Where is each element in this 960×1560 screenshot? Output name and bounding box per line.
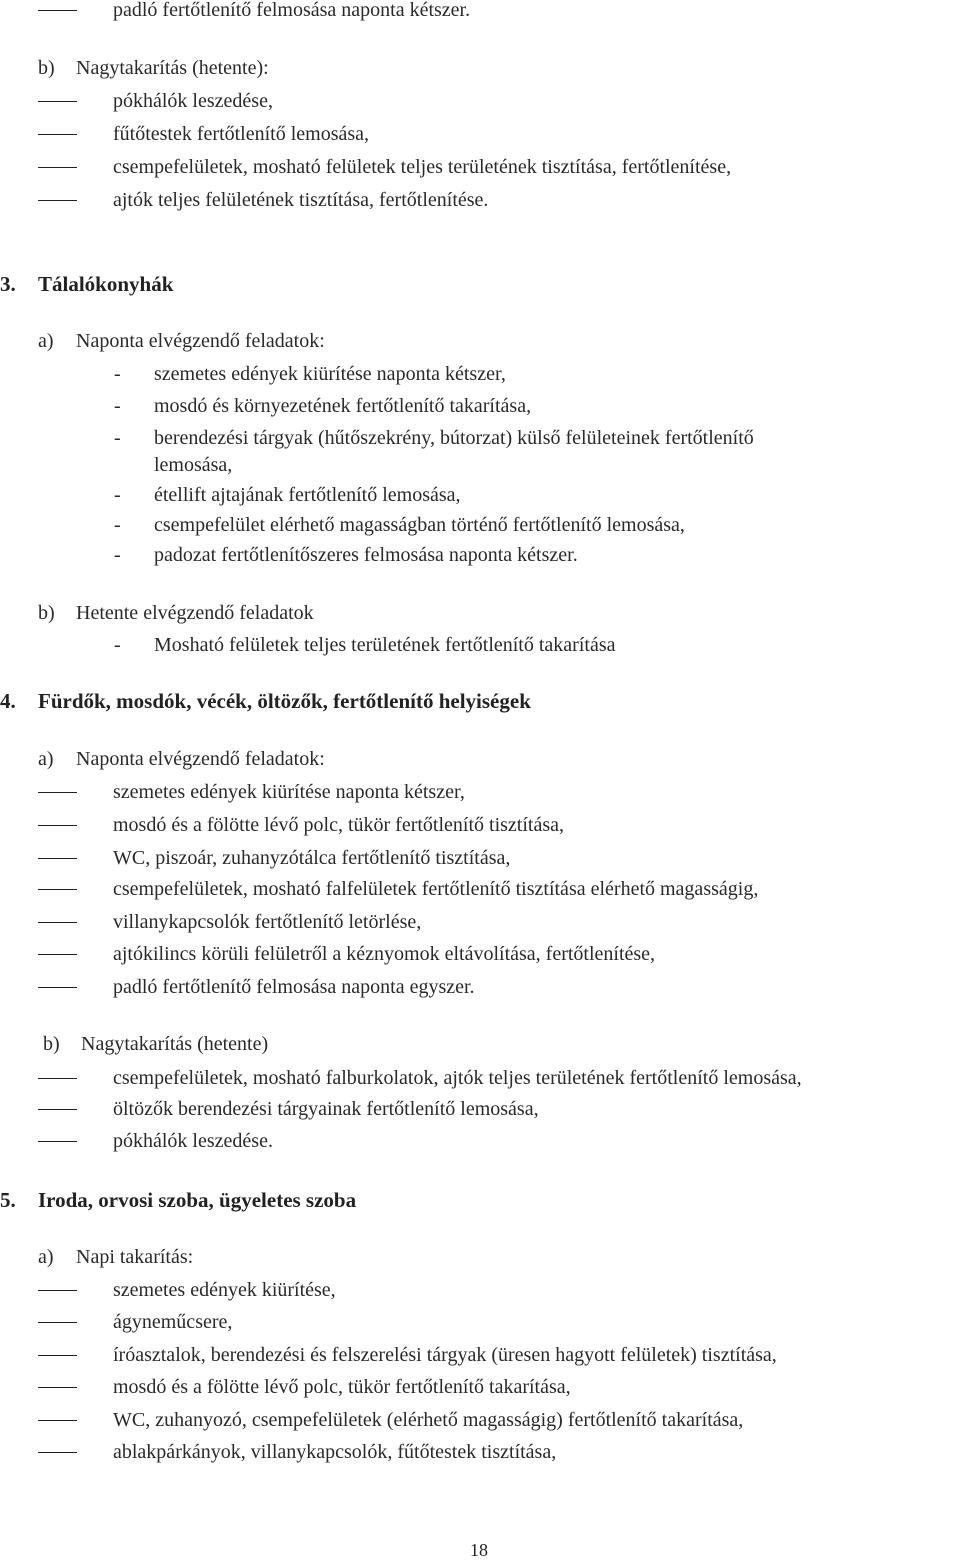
dash-bullet — [38, 1387, 77, 1388]
dash-bullet — [38, 1420, 77, 1421]
dash-bullet — [38, 134, 77, 135]
dash-bullet — [38, 1078, 77, 1079]
dash-bullet — [38, 1141, 77, 1142]
dash-bullet — [38, 954, 77, 955]
dash-bullet — [38, 889, 77, 890]
dash-bullet — [38, 858, 77, 859]
dash-bullet — [38, 1322, 77, 1323]
dash-bullet — [38, 922, 77, 923]
dash-bullet — [38, 1290, 77, 1291]
dash-bullet — [38, 1355, 77, 1356]
dash-bullet — [38, 825, 77, 826]
dash-bullet — [38, 200, 77, 201]
list-item-continuation: lemosása, — [154, 454, 233, 476]
dash-bullet — [38, 1109, 77, 1110]
dash-bullet — [38, 167, 77, 168]
dash-bullet — [38, 792, 77, 793]
dash-bullet — [38, 10, 77, 11]
page-number: 18 — [470, 1540, 488, 1560]
dash-bullet — [38, 1452, 77, 1453]
dash-bullet — [38, 987, 77, 988]
dash-bullet — [38, 101, 77, 102]
